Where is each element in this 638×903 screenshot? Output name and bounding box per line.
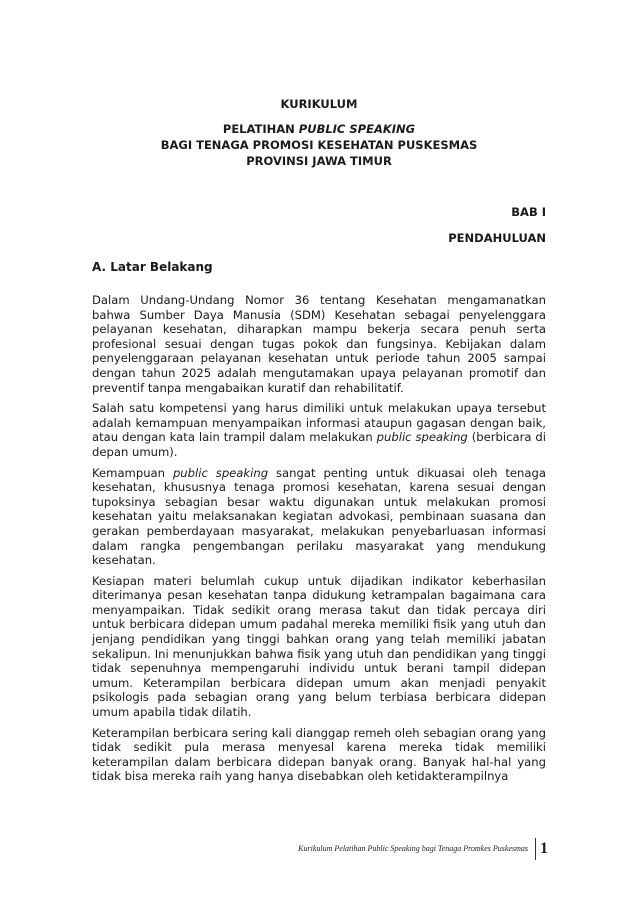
paragraph-4: Kesiapan materi belumlah cukup untuk dijadikan indikator keberhasilan diterimanya pesan kesehatan tanpa didukung ketrampalan bagaimana cara menyampaikan. Tidak sedikit orang merasa takut dan tidak percaya diri untuk berbicara didepan umum padahal mereka memiliki fisik yang utuh dan jenjang pendidikan yang tinggi bahkan orang yang telah memiliki jabatan sekalipun. Ini menunjukkan bahwa fisik yang utuh dan pendidikan yang tinggi tidak sepenuhnya mempengaruhi individu untuk berani tampil didepan umum. Keterampilan berbicara didepan umum akan menjadi penyakit psikologis pada sebagian orang yang belum terbiasa berbicara didepan umum apabila tidak dilatih. <box>92 573 546 720</box>
subtitle-prefix: PELATIHAN <box>222 122 299 136</box>
paragraph-3 <box>92 466 546 568</box>
chapter-title: PENDAHULUAN <box>448 231 546 245</box>
subtitle-line-1 <box>92 121 546 137</box>
paragraph-2-emphasis: public speaking <box>376 430 468 445</box>
page-number: 1 <box>540 840 548 857</box>
chapter-number: BAB I <box>511 205 546 219</box>
paragraph-3-part-b: sangat penting untuk dikuasai oleh tenaga kesehatan, khususnya tenaga promosi kesehatan, karena sesuai dengan tupoksinya sebagian besar waktu digunakan untuk melakukan promosi kesehatan yaitu melaksanakan kegiatan advokasi, pembinaan suasana dan gerakan pemberdayaan masyarakat, melakukan penyebarluasan informasi dalam rangka pengembangan perilaku masyarakat yang mendukung kesehatan. <box>92 465 546 568</box>
document-title <box>92 96 546 112</box>
document-subtitle <box>92 121 546 169</box>
body-text <box>92 293 546 790</box>
paragraph-2-part-a: Salah satu kompetensi yang harus dimiliki untuk melakukan upaya tersebut adalah kemampuan menyampaikan informasi ataupun gagasan dengan baik, atau dengan kata lain trampil dalam melakukan <box>92 401 546 445</box>
section-heading: A. Latar Belakang <box>92 260 213 274</box>
paragraph-5: Keterampilan berbicara sering kali dianggap remeh oleh sebagian orang yang tidak sedikit pula merasa menyesal karena mereka tidak memiliki keterampilan dalam berbicara didepan banyak orang. Banyak hal-hal yang tidak bisa mereka raih yang hanya disebabkan oleh ketidakterampilnya <box>92 725 546 784</box>
paragraph-2 <box>92 401 546 459</box>
footer-running-title: Kurikulum Pelatihan Public Speaking bagi Tenaga Promkes Puskesmas <box>298 844 528 853</box>
page-footer <box>0 838 638 862</box>
subtitle-line-2: BAGI TENAGA PROMOSI KESEHATAN PUSKESMAS <box>160 138 478 152</box>
footer-divider <box>535 838 536 860</box>
subtitle-emphasis: PUBLIC SPEAKING <box>298 122 416 136</box>
paragraph-2-part-b: (berbicara di depan umum). <box>92 430 546 459</box>
title-text: KURIKULUM <box>280 97 358 111</box>
paragraph-1: Dalam Undang-Undang Nomor 36 tentang Kesehatan mengamanatkan bahwa Sumber Daya Manusia (SDM) Kesehatan sebagai penyelenggara pelayanan kesehatan, diharapkan mampu bekerja secara penuh serta profesional sesuai dengan tugas pokok dan fungsinya. Kebijakan dalam penyelenggaraan pelayanan kesehatan untuk periode tahun 2005 sampai dengan tahun 2025 adalah mengutamakan upaya pelayanan promotif dan preventif tanpa mengabaikan kuratif dan rehabilitatif. <box>92 293 546 395</box>
paragraph-3-emphasis: public speaking <box>172 465 269 480</box>
paragraph-3-part-a: Kemampuan <box>92 465 173 480</box>
subtitle-line-3: PROVINSI JAWA TIMUR <box>246 154 392 168</box>
